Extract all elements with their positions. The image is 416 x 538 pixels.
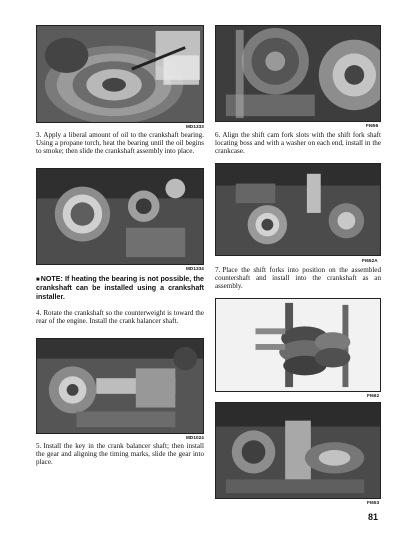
step-7 (215, 266, 381, 290)
step-text: Align the shift cam fork slots with the shift fork shaft locating boss and with a washer on each end, install in the crankcase. (215, 131, 381, 155)
gear-photo (36, 25, 204, 123)
step-number: 7. (215, 266, 221, 274)
step-text: Install the key in the crank balancer shaft; then install the gear and aligning the timing marks, slide the gear into place. (36, 442, 204, 466)
note-marker: ■ (36, 277, 40, 283)
photo-code: MD1333 (186, 124, 204, 129)
countershaft-photo (215, 298, 381, 392)
photo-code: MD1024 (186, 435, 204, 440)
step-5 (36, 442, 204, 466)
page-number: 81 (367, 512, 378, 522)
photo-code: FI652A (362, 258, 378, 263)
step-3 (36, 131, 204, 155)
step-number: 5. (36, 442, 42, 450)
step-number: 4. (36, 309, 42, 317)
bearing-photo (36, 168, 204, 265)
step-text: Apply a liberal amount of oil to the crankshaft bearing. Using a propane torch, heat the bearing until the oil begins to smoke; then slide the crankshaft assembly into place. (36, 131, 204, 155)
photo-code: FI656 (366, 123, 379, 128)
step-4 (36, 309, 204, 325)
note-text: NOTE: If heating the bearing is not possible, the crankshaft can be installed using a crankshaft installer. (36, 275, 204, 301)
photo-code: FI653 (367, 500, 380, 505)
step-number: 6. (215, 131, 221, 139)
step-number: 3. (36, 131, 42, 139)
photo-code: FI662 (367, 393, 380, 398)
crankcase-photo (215, 163, 381, 256)
assembly-photo (215, 402, 381, 499)
shift-cam-photo (215, 25, 381, 122)
step-text: Rotate the crankshaft so the counterweight is toward the rear of the engine. Install the crank balancer shaft. (36, 309, 204, 325)
step-text: Place the shift forks into position on the assembled countershaft and install into the crankshaft as an assembly. (215, 266, 381, 290)
note-block (36, 275, 204, 301)
crankshaft-photo (36, 338, 204, 434)
photo-code: MD1334 (186, 266, 204, 271)
step-6 (215, 131, 381, 155)
